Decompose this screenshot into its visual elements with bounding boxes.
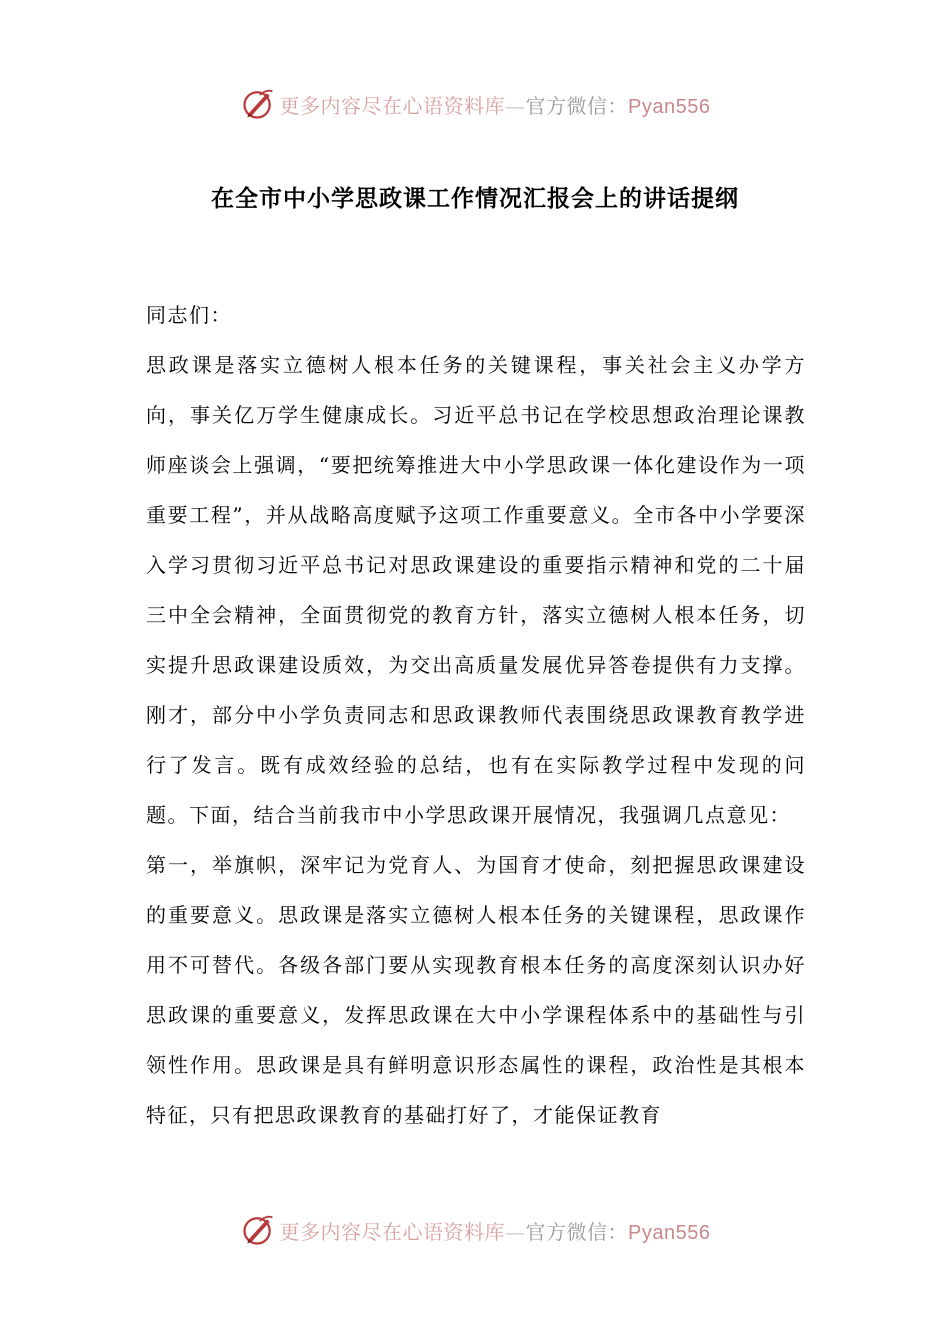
watermark-wechat-id: Pyan556	[628, 1221, 711, 1244]
document-body	[146, 290, 806, 1140]
footer-watermark	[0, 1210, 950, 1250]
document-title: 在全市中小学思政课工作情况汇报会上的讲话提纲	[211, 186, 739, 212]
salutation: 同志们：	[146, 303, 232, 327]
header-watermark	[0, 84, 950, 124]
watermark-slogan: 更多内容尽在心语资料库	[279, 93, 506, 118]
pen-logo-icon	[240, 86, 276, 122]
watermark-text	[280, 90, 711, 119]
body-paragraph: 第一，举旗帜，深牢记为党育人、为国育才使命，刻把握思政课建设的重要意义。思政课是落实立德树人根本任务的关键课程，思政课作用不可替代。各级各部门要从实现教育根本任务的高度深刻认识办好思政课的重要意义，发挥思政课在大中小学课程体系中的基础性与引领性作用。思政课是具有鲜明意识形态属性的课程，政治性是其根本特征，只有把思政课教育的基础打好了，才能保证教育	[146, 853, 806, 1127]
pen-logo-icon	[240, 1212, 276, 1248]
watermark-separator: —	[505, 93, 526, 118]
watermark-wechat-label: 官方微信：	[525, 1219, 629, 1244]
watermark-text	[280, 1216, 711, 1245]
watermark-wechat-label: 官方微信：	[525, 93, 629, 118]
body-paragraph: 思政课是落实立德树人根本任务的关键课程，事关社会主义办学方向，事关亿万学生健康成长。习近平总书记在学校思想政治理论课教师座谈会上强调，“要把统筹推进大中小学思政课一体化建设作为一项重要工程”，并从战略高度赋予这项工作重要意义。全市各中小学要深入学习贯彻习近平总书记对思政课建设的重要指示精神和党的二十届三中全会精神，全面贯彻党的教育方针，落实立德树人根本任务，切实提升思政课建设质效，为交出高质量发展优异答卷提供有力支撑。刚才，部分中小学负责同志和思政课教师代表围绕思政课教育教学进行了发言。既有成效经验的总结，也有在实际教学过程中发现的问题。下面，结合当前我市中小学思政课开展情况，我强调几点意见：	[146, 353, 806, 827]
watermark-slogan: 更多内容尽在心语资料库	[279, 1219, 506, 1244]
watermark-separator: —	[505, 1219, 526, 1244]
watermark-wechat-id: Pyan556	[628, 95, 711, 118]
